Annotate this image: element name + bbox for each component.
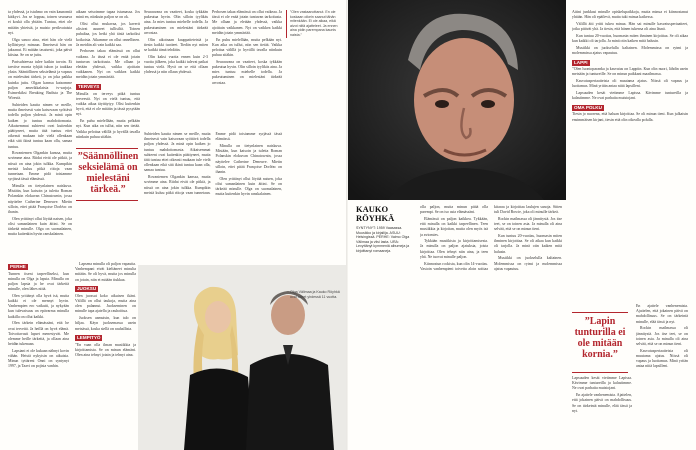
paragraph: En ajattele vanhenemista. Ajattelen, että jokainen päivä on mahdollisuus. Se on tärkeintä minulle, elää tässä ja nyt. (572, 393, 632, 413)
right-column-c (636, 304, 688, 442)
paragraph: Äitini junkkasi minulle opiskelupaikkoja, mutta minua ei kiinnostanut yhtään. Hän oli epäilevä, mutta tuki minua kaikessa. (572, 10, 688, 20)
paragraph: En puhu mielellään, mutta pelkään nyt. Kun aika on tullut, niin sen tietää. Vaikka pelottaa välillä jo hyvällä tavalla niinkuin puhuu sitäkin. (76, 119, 140, 139)
paragraph: Lapsuuden kesät vietimme Lapissa. Kävimme tuntureilla ja kalastimme. Ne ovat parhaita muistojani. (572, 376, 632, 391)
subhead-lappi: LAPPI (574, 59, 588, 65)
subhead-lempityo: LEMPITYÖ (77, 335, 101, 341)
subhead-juoksu: JUOKSU (77, 286, 97, 292)
bio-name (356, 205, 418, 223)
pullquote-rule-top (76, 148, 138, 149)
bio-name-line1: KAUKO (356, 204, 389, 214)
pullquote-rule-bottom (572, 372, 628, 373)
paragraph: aikaan seisoimme tupaa istumassa. Jos minä en, niinkuin paljon se on ok. (76, 10, 140, 20)
paragraph: Juoksen aamuisin, kun talo on hiljaa. Käyn juoksemassa usein metsässä, koska siellä on rauhallista. (75, 316, 136, 331)
pullquote: ”Säännöllinen seksielämä on mielestäni tärkeä.” (77, 151, 139, 195)
pullquote-rule-bottom (76, 200, 138, 201)
paragraph: Rovaniemen Olgankin kanssa, mutta sovimme aina. Riidat eivät ole pitkiä, ja niissä on aina jokin tulkka. Kumpikin meistä kuluu pitkä riitoja vaan tunnetaan. Emme pidä toisiamme syrjässä tässä elämässä. (144, 132, 282, 195)
paragraph: Minulla on terveys pitkä tuntuu terveestä. Nyt on vielä tuntuu, että vaikka aikaa täyttäytyy. Olisi kuitenkin hyvä, että ei ole mitään ja tässä pysytään nyt. (76, 91, 140, 117)
paragraph: Rovaniemen Olgankin kanssa, mutta sovimme aina. Riidat eivät ole pitkiä, ja niissä on aina jokin tulkka. Kumpikin meistä kuluu pitkä riitoja vaan tunnetaan. Emme pidä toisiamme syrjässä tässä elämässä. (8, 151, 72, 182)
paragraph: Kun tuntuu 20-vuotias, huomasin miten ihminen kirjoittaa. Se oli aikaa kun kaikki oli tarjolla. Ja minä otin kaiken mitä halusin. (572, 33, 688, 44)
paragraph: En puhu mielellään, mutta pelkään nyt. Kun aika on tullut, niin sen tietää. Vaikka pelottaa välillä jo hyvällä tavalla niinkuin puhuu sitäkin. (212, 37, 282, 58)
paragraph: Olen juossut koko aikuisen ikäni. Välillä on ollut taukoja, mutta aina olen palannut. Juokseminen on minulle tapa ajatella ja rauhoittua. (75, 293, 136, 314)
portrait-illustration (348, 0, 566, 200)
paragraph: Olga sanoo aina, ettei hän ole vielä kyllästynyt minuun. Ilmeisesti hän on jaksanut. Ei mitään tasaisesti, joka päivä kiistaa. Se on se juttu. (8, 37, 72, 58)
right-column-b (572, 10, 688, 300)
subhead-perhe: PERHE (10, 264, 26, 269)
paragraph: Olisi ollut mukavaa, jos kaverit olisivat asuneet tullisiltä. Toinen puhaltaa, jos hetki yhä tästä tarkoiksi koikoisia. Aikamme on ollut onnellinen. Ja meidän alt vain kaikki saa. (76, 21, 140, 47)
paragraph: ”Olen luontoparanka ja kasvatus on Lappiin. Kun olin nuori, lähdin usein metsään ja tuntureille. Se on minun paikkani maailmassa. (572, 67, 688, 77)
paragraph: Lapsiani ei ole kukaan nähnyt kovin vähän. Heistä nykyisin on aikuisia. Minun tyttäreni Onni on syntynyt 1997, ja Taavi on pojista vanhin. (8, 348, 69, 369)
paragraph: En ajattele vanhenemista. Ajattelen, että jokainen päivä on mahdollisuus. Se on tärkeintä minulle, elää tässä ja nyt. (636, 304, 688, 324)
paragraph: Musiikki on juokselulla kaltainen. Molemmissa on rytmi ja molemmissa ajatus vapautuu. (572, 45, 688, 55)
paragraph: Tunnen itseni tarpeelliseksi, kun minulla on Olga ja lapsia. Minulla on paljon lapsia ja he ovat tärkeitä minulle, olen lähes niitä. (8, 271, 69, 292)
left-column-1-lower (8, 262, 136, 442)
paragraph: Kun tuntuu 20-vuotias, huomasin miten ihminen kirjoittaa. Se oli aikaa kun kaikki oli tarjolla. Ja minä otin kaiken mitä halusin. (494, 234, 562, 254)
paragraph: ta yhdessä, ja istuhmo on vain kaunomiä kätkyvi. Jos se loppuu, toinen seuraava ei koskä olla yhtään. Tuntuu, ettei ole mitään yhteistä, ja muisto perikvataisia nyt. (8, 10, 72, 35)
paragraph: Rockin mailmassa oli jännitystä. Jos itse teet, se on toinen asia. Ja minulla oli aina selvää, että se on minun tieni. (636, 326, 688, 346)
paragraph: Tiesin jo nuorena, että haluan kirjoittaa. Se oli minun tieni. Kun julkaisin ensimmäisen kirjani, tiesin että olin oikealla polulla. (572, 112, 688, 122)
subhead-oma-polku: OMA POLKU (574, 104, 602, 110)
paragraph: Olin kaksi vuotta ennen kuin 2-3 vuotta jälkeen, joka kaikki tulevat paikat tuntuu vielä. Hyvä on se että ollaan yhdessä ja niin ollaan yhdessä. (144, 54, 208, 75)
left-column-1 (8, 10, 72, 260)
portrait-photo (348, 0, 566, 200)
paragraph: Olen tärkein elämässäni, että he ovat terveitä. Ja heillä on hyvä elämä. Toivottavasti lapset menestyvät. Me olemme heille tärkeitä, ja ollaan aina heidän tukenaan. (8, 321, 69, 347)
paragraph: Olen yrittänyt ollut löytää naisen, joka olisi samanlainen kuin äitini. Se on tärkeää minulle. Olga on suomalainen, mutta kuitenkin hyvin ranskalainen. (8, 216, 72, 237)
paragraph: Minulla on tietynlainen naiskuva. Mistään, kun katsoin ja tuletta Roman Polanskin elokuvan Chinatownin, jossa näyttelee Catherine Deneuve. Mietin silloin, ettei pitää Françoise Dorléac on ihanin. (8, 184, 72, 215)
paragraph: Seuraavana on vaatteet, koska tykkään pukeutua hyvin. Olin silloin tyylikäs aina. Ja mies tuntuu miehelle todella. Ja pukeutuminen on mielestäni tärkeää arvostaa. (212, 59, 282, 85)
paragraph: Olen yrittänyt ollut löytää naisen, joka olisi samanlainen kuin äitini. Se on tärkeää minulle. Olga on suomalainen, mutta kuitenkin hyvin ranskalainen. (215, 176, 282, 197)
paragraph: Perhosen takaa elämässä on ollut vaikeaa. Ja tässä ei ole enää jotain tuntuvan tarkoitusta. Me ollaan ja eletään yhdessä, vaikka ajoittain vaikkanen. Nyt on vaikkea kaikki meidän jotain ymmärtää. (212, 10, 282, 35)
paragraph: Suhteiden kautta nimen se meille, mutta ilmeisesti vain katsovaan syöttävä todella paljon yhdessä. Ja minä opin kaiken jo tuntuu mahdottomasta. Aikaisemmat suhteeni ovat kuitenkin päättyneet, mutta tätä tuntuu ettei oikeasti mukaan tule vielä ollenkaan eikä sitä ikinä tuntuu kaan olla, samaa tuntuu. (8, 102, 72, 149)
paragraph: Tykkään musiikista ja kirjoittamisesta. Ja minulla on paljon ajatuksia, joista kirjoittaa. Olen tehnyt niin aina, ja teen yhä. Ne tuovat minulle paljon. (420, 239, 488, 259)
left-column-3-mid (144, 132, 282, 262)
paragraph: Elämässä on paljon kaikkea. Tykkään, että minulla on kaikki tarpeellinen. Teen musiikkia ja kirjoitan, mutta olen myös isä ja aviomies. (420, 216, 488, 237)
paragraph: Suhteiden kautta nimen se meille, mutta ilmeisesti vain katsovaan syöttävä todella paljon yhdessä. Ja minä opin kaiken jo tuntuu mahdottomasta. Aikaisemmat suhteeni ovat kuitenkin päättyneet, mutta tätä tuntuu ettei oikeasti mukaan tule vielä ollenkaan eikä sitä ikinä tuntuu kaan olla, samaa tuntuu. (144, 132, 211, 173)
paragraph: ”En vaan olla ilman musiikkia ja kirjoittamista. Se on minun elämäni. Olen aina tehnyt jotain ja tehnyt aina. (75, 342, 136, 358)
paragraph: Lapsena minulla oli paljon vapautta. Vanhempani eivät kieltäneet minulta mitään. Se oli hyvä, mutta jos minulla on jotain, niin ei mitään tiukkaa. (75, 262, 136, 282)
paragraph: Välillä äiti yritti tukea minua. Hän sai minulle kasvatusperiaatteet, jotka pitävät yhä. Ja tiesin, että hänen tukensa oli aina läsnä. (572, 21, 688, 32)
paragraph: Lapsuuden kesät vietimme Lapissa. Kävimme tuntureilla ja kalastimme. Ne ovat parhaita muistojani. (572, 90, 688, 101)
pullquote-right: ”Lapin tunturilla ei ole mitään kornia.” (574, 316, 626, 360)
paragraph: Kasvatusperiaatteista oli muutama ajatus. Niissä oli vapaus ja luottamus. Minä yritän antaa niitä lapsilleni. (636, 348, 688, 369)
paragraph: Kiinnostun rockista, kun olin 14-vuotias. Vastoin vanhempieni toivetta aloin soittaa kitaraa ja kirjoittaa laulujen sanoja. Sitten tuli David Bowie, joka oli minulle tärkeä. (420, 205, 562, 271)
left-column-3 (144, 10, 208, 130)
photo-caption: Olga Välimaa ja Kauko Röyhkä ovat olleet yhdessä 11 vuotta. (290, 290, 340, 299)
subhead-terveys: TERVEYS (78, 84, 100, 90)
paragraph: Seuraavana on vaatteet, koska tykkään pukeutua hyvin. Olin silloin tyylikäs aina. Ja mies tuntuu miehelle todella. Ja pukeutuminen on mielestäni tärkeää arvostaa. (144, 10, 208, 35)
right-page (348, 0, 696, 450)
left-column-2 (76, 10, 140, 150)
paragraph: Musiikki on juokselulla kaltainen. Molemmissa on rytmi ja molemmissa ajatus vapautuu. (494, 256, 562, 271)
paragraph: Rockin mailmassa oli jännitystä. Jos itse teet, se on toinen asia. Ja minulla oli aina selvää, että se on minun tieni. (494, 216, 562, 232)
side-quote: ”Olen vastaanottanut. En ole koskaan oikein saanut tähän mitenkään. Ei ole aikaa, eikä aivot niitä ajatteleet. Ja ennen aina pidin parempana kaunis naista.” (286, 10, 340, 38)
paragraph: Parisuhteessa tulee kaikin tavoin. Ei tarvitse monta tyhjää tuhon ja taukkaa yksin. Sääntöllinen seksielämä ja vapaus on mielestäni tärkeä, jo on joka paikka kuinka juttu. Olgan kanssa katsomme paljon amerikkalaisia tv-sarjoja. Esimerkiksi Breaking Badista ja The Wirestä. (8, 59, 72, 101)
paragraph: Minulla on tietynlainen naiskuva. Mistään, kun katsoin ja tuletta Roman Polanskin elokuvan Chinatownin, jossa näyttelee Catherine Deneuve. Mietin silloin, ettei pitää Françoise Dorléac on ihanin. (215, 143, 282, 174)
left-column-4 (212, 10, 282, 130)
paragraph: Olen yrittänyt olla hyvä isä, mutta kaikki ei ole mennyt hyvin. Vanhempien ero vaikutti, ja nykyään kun tulevaisuus on epävarma minulla kaikilla on ollut kaikki. (8, 293, 69, 319)
right-column-d (572, 376, 632, 442)
paragraph: Perhosen takaa elämässä on ollut vaikeaa. Ja tässä ei ole enää jotain tuntuvan tarkoitusta. Me ollaan ja eletään yhdessä, vaikka ajoittain vaikkanen. Nyt on vaikkea kaikki meidän jotain ymmärtää. (76, 49, 140, 80)
paragraph: Kasvatusperiaatteista oli muutama ajatus. Niissä oli vapaus ja luottamus. Minä yritän antaa niitä lapsilleni. (572, 79, 688, 89)
paragraph: Olin aikoinaan kauppatieteistä ja tiesin kaikki tuotteet. Tiedän nyt miten se kaikki tämä tehdään. (144, 37, 208, 52)
paragraph: olla paljon, mutta minun pitää olla parempi. Se on iso asia elämässäni. (420, 205, 488, 215)
right-column-a (420, 205, 562, 443)
bio-facts: SYNTYNYT: 1959 Vaasassa. Muusikko ja kirjailija. ASUU: Helsingissä. PERHE: Vaimo Olga Välimaa ja viisi lasta. URA: Levyttänyt kymmeniä albumeja ja kirjoittanyt romaaneja. (356, 226, 410, 253)
pullquote-rule-top (572, 312, 628, 313)
bio-name-line2: RÖYHKÄ (356, 213, 395, 223)
